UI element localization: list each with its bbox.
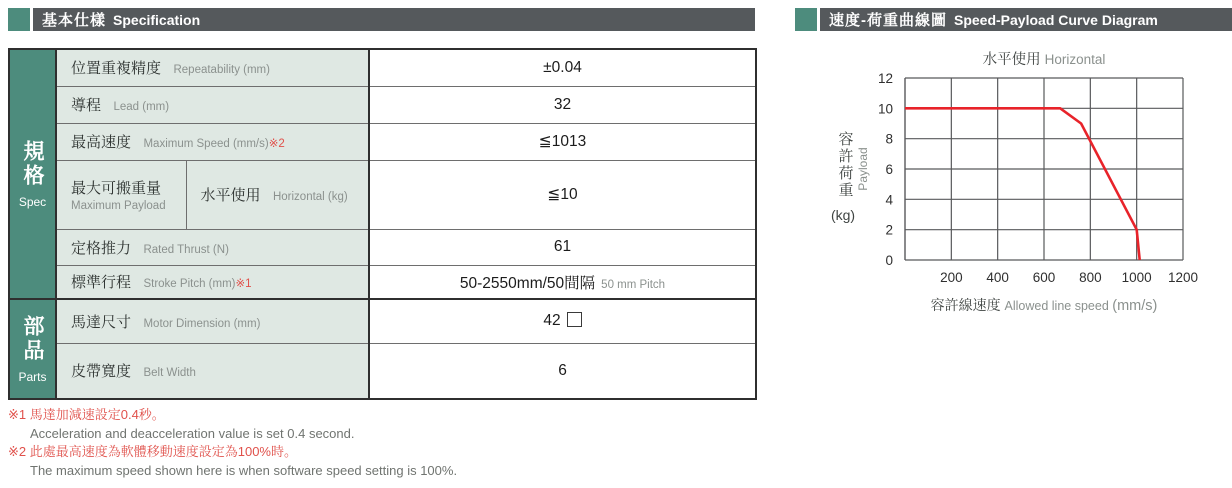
repeatability-label-cell [56,49,369,86]
motor-dimension-value-cell [369,299,756,343]
teal-accent-square [8,8,30,31]
svg-text:600: 600 [1032,270,1056,285]
svg-text:10: 10 [877,101,893,117]
max-payload-label-zh: 最大可搬重量 [71,180,162,197]
stroke-pitch-note-mark: ※1 [235,278,252,291]
square-outline-symbol [567,312,582,327]
max-speed-label-cell [56,123,369,160]
curve-title-zh: 速度-荷重曲線圖 [829,12,947,29]
max-speed-value: ≦1013 [369,123,756,160]
svg-text:8: 8 [885,131,893,147]
max-speed-label-zh: 最高速度 [71,134,132,151]
stroke-pitch-value-suffix: 50 mm Pitch [601,278,666,291]
footnote-line: Acceleration and deacceleration value is set 0.4 second. [30,425,355,441]
lead-label-en: Lead (mm) [113,101,170,113]
lead-label-cell [56,86,369,123]
svg-text:1000: 1000 [1121,270,1152,285]
parts-group-zh: 部品 [21,314,44,363]
rated-thrust-label-cell [56,229,369,265]
svg-text:容: 容 [838,131,854,148]
spec-section-header [8,8,755,31]
parts-group-header [9,299,56,399]
repeatability-label-en: Repeatability (mm) [173,64,270,77]
footnote-line: The maximum speed shown here is when software speed setting is 100%. [30,462,458,478]
max-payload-label-en: Maximum Payload [71,200,166,212]
rated-thrust-label-en: Rated Thrust (N) [143,243,229,256]
svg-text:Payload: Payload [856,147,870,191]
motor-dimension-value: 42 [543,312,561,330]
max-speed-label-en: Maximum Speed (mm/s) [143,138,269,150]
svg-text:0: 0 [885,253,893,268]
max-payload-label-cell [56,160,186,229]
motor-dimension-label-zh: 馬達尺寸 [71,313,132,331]
horizontal-label-en: Horizontal (kg) [272,191,348,203]
horizontal-label-zh: 水平使用 [200,187,261,204]
belt-width-label-zh: 皮帶寬度 [71,363,132,381]
belt-width-label-en: Belt Width [143,367,196,380]
curve-header-bar [820,8,1232,31]
repeatability-value: ±0.04 [369,49,756,86]
belt-width-value: 6 [369,343,756,399]
svg-text:荷: 荷 [838,165,854,182]
stroke-pitch-value-cell [369,265,756,299]
specification-table [8,48,757,400]
svg-text:6: 6 [885,162,893,177]
belt-width-label-cell [56,343,369,399]
rated-thrust-label-zh: 定格推力 [71,239,132,257]
svg-text:2: 2 [885,222,893,238]
horizontal-sub-label-cell [186,160,369,229]
parts-group-en: Parts [18,369,47,384]
payload-curve-svg [795,40,1232,340]
max-speed-note-mark: ※2 [268,138,285,150]
motor-dimension-label-cell [56,299,369,343]
svg-text:許: 許 [838,148,854,165]
spec-group-header [9,49,56,299]
stroke-pitch-label-cell [56,265,369,299]
spec-group-en: Spec [18,194,47,209]
svg-text:水平使用 Horizontal: 水平使用 Horizontal [982,52,1106,68]
footnote-line: ※1 馬達加減速設定0.4秒。 [8,407,165,422]
svg-text:400: 400 [986,270,1009,285]
svg-text:容許線速度 Allowed line speed (mm/s: 容許線速度 Allowed line speed (mm/s) [930,297,1158,314]
svg-text:200: 200 [940,270,963,285]
svg-text:4: 4 [885,192,893,208]
speed-payload-chart [795,40,1232,340]
svg-text:800: 800 [1079,270,1102,285]
spec-title-en: Specification [113,11,201,28]
max-payload-value: ≦10 [369,160,756,229]
lead-value: 32 [369,86,756,123]
stroke-pitch-label-en: Stroke Pitch (mm) [143,278,236,291]
rated-thrust-value: 61 [369,229,756,265]
stroke-pitch-label-zh: 標準行程 [71,274,132,292]
spec-header-bar [33,8,755,31]
spec-title-zh: 基本仕樣 [42,12,107,29]
spec-group-zh: 規格 [21,139,44,188]
svg-text:1200: 1200 [1167,270,1199,285]
svg-text:(kg): (kg) [830,207,856,223]
svg-text:12: 12 [877,71,893,86]
motor-dimension-label-en: Motor Dimension (mm) [143,317,261,330]
lead-label-zh: 導程 [71,97,102,114]
stroke-pitch-value: 50-2550mm/50間隔 [459,274,596,292]
curve-title-en: Speed-Payload Curve Diagram [954,11,1158,28]
footnote-line: ※2 此處最高速度為軟體移動速度設定為100%時。 [8,444,297,459]
repeatability-label-zh: 位置重複精度 [71,60,162,78]
svg-text:重: 重 [838,182,854,199]
teal-accent-square [795,8,817,31]
footnotes-block [8,406,755,480]
curve-section-header [795,8,1232,31]
